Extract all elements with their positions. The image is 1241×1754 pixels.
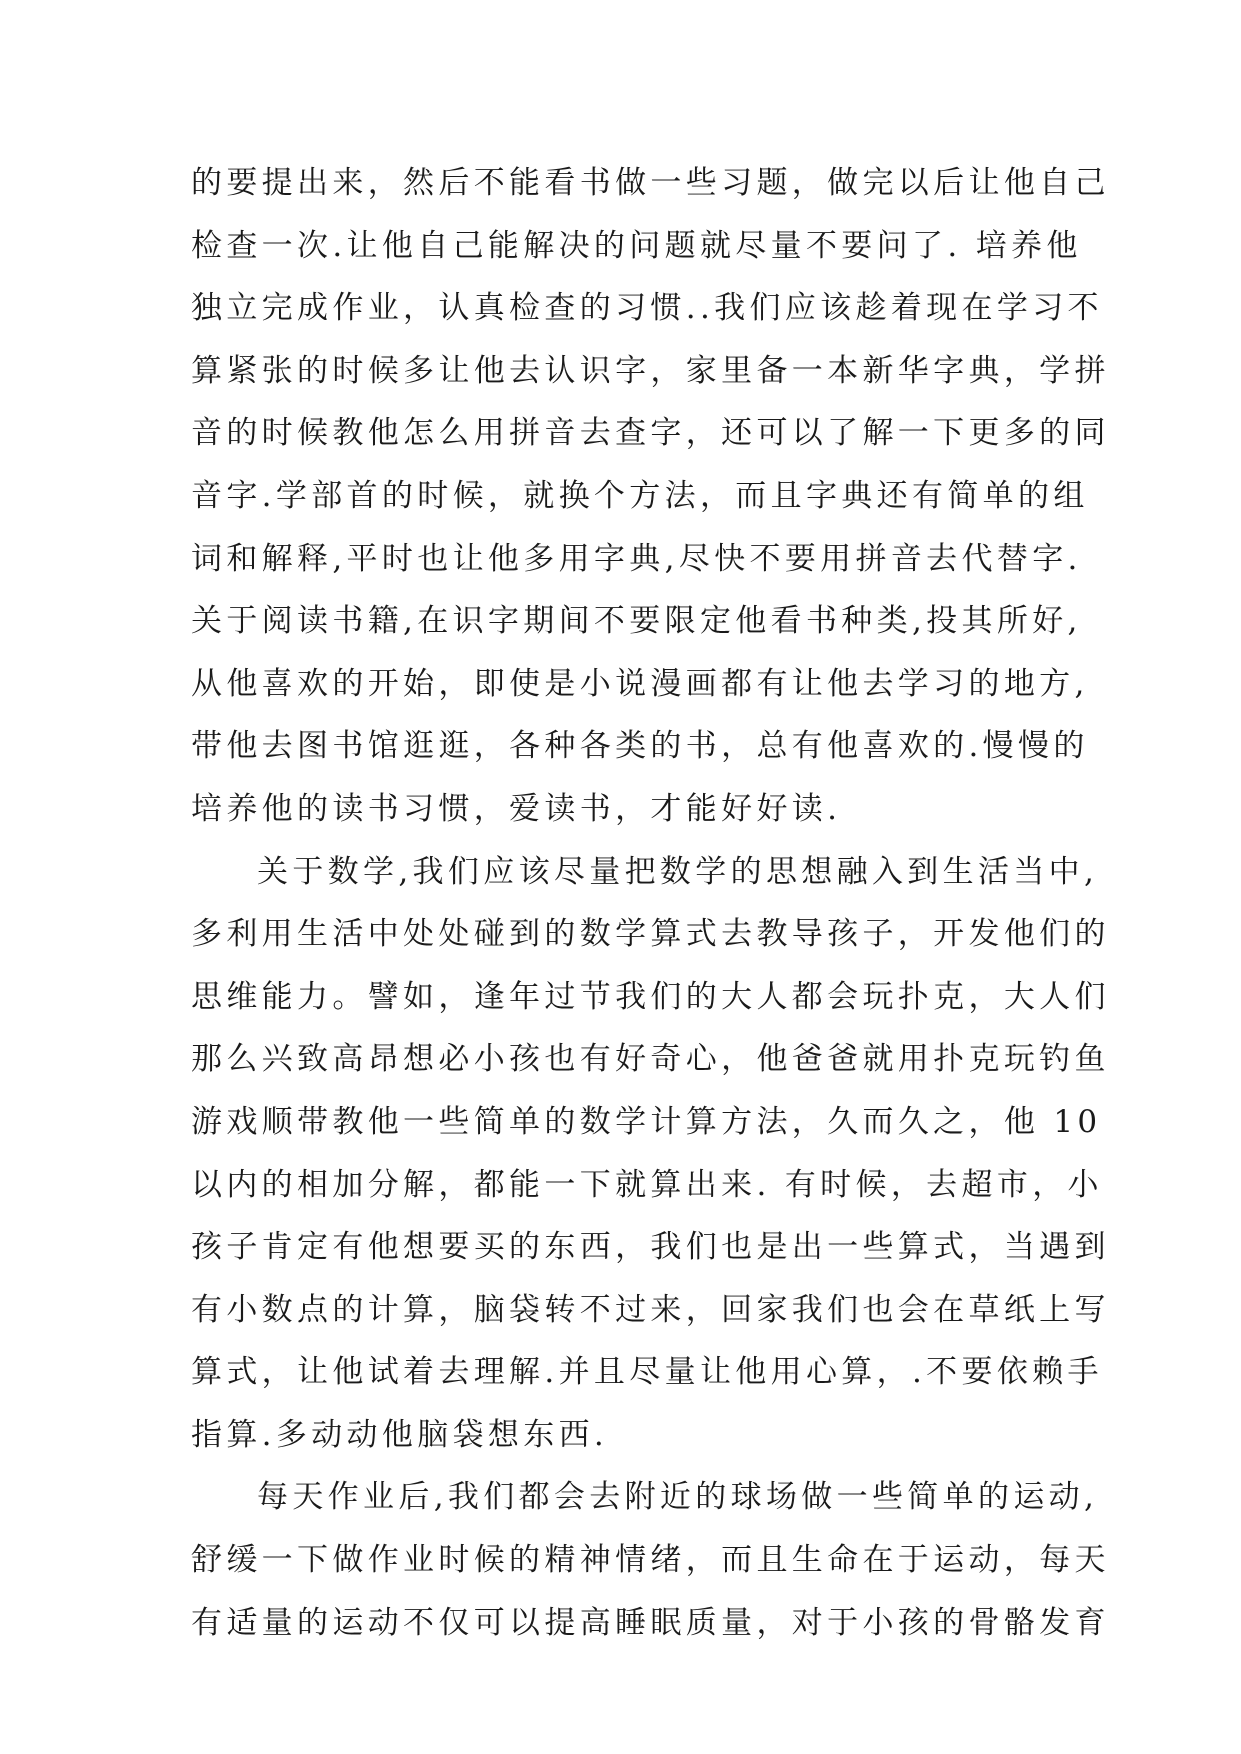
paragraph-first-line: 关于数学,我们应该尽量把数学的思想融入到生活当中,: [257, 853, 1099, 890]
text-line: 音字.学部首的时候，就换个方法，而且字典还有简单的组: [191, 477, 1089, 514]
text-line: 带他去图书馆逛逛，各种各类的书，总有他喜欢的.慢慢的: [191, 728, 1089, 765]
text-line: 音的时候教他怎么用拼音去查字，还可以了解一下更多的同: [191, 415, 1110, 452]
text-line: 多利用生活中处处碰到的数学算式去教导孩子，开发他们的: [191, 916, 1110, 953]
text-line: 的要提出来，然后不能看书做一些习题，做完以后让他自己: [191, 165, 1110, 201]
text-line: 孩子肯定有他想要买的东西，我们也是出一些算式，当遇到: [191, 1229, 1110, 1266]
text-line: 以内的相加分解，都能一下就算出来. 有时候，去超市，小: [191, 1166, 1103, 1203]
paragraph-first-line: 每天作业后,我们都会去附近的球场做一些简单的运动,: [257, 1479, 1099, 1516]
text-line: 指算.多动动他脑袋想东西.: [191, 1416, 609, 1453]
text-line: 游戏顺带教他一些简单的数学计算方法，久而久之，他 10: [191, 1103, 1102, 1140]
text-line: 词和解释,平时也让他多用字典,尽快不要用拼音去代替字.: [191, 540, 1082, 577]
text-line: 独立完成作业，认真检查的习惯..我们应该趁着现在学习不: [191, 290, 1103, 327]
text-line: 那么兴致高昂想必小孩也有好奇心，他爸爸就用扑克玩钓鱼: [191, 1041, 1110, 1078]
text-line: 从他喜欢的开始，即使是小说漫画都有让他去学习的地方,: [191, 665, 1089, 702]
text-line: 舒缓一下做作业时候的精神情绪，而且生命在于运动，每天: [191, 1542, 1110, 1579]
text-line: 培养他的读书习惯，爱读书，才能好好读.: [191, 790, 842, 827]
text-line: 有小数点的计算，脑袋转不过来，回家我们也会在草纸上写: [191, 1291, 1110, 1328]
text-line: 算式，让他试着去理解.并且尽量让他用心算，.不要依赖手: [191, 1354, 1103, 1391]
text-line: 有适量的运动不仅可以提高睡眠质量，对于小孩的骨骼发育: [191, 1604, 1110, 1641]
text-line: 检查一次.让他自己能解决的问题就尽量不要问了. 培养他: [191, 227, 1082, 264]
text-line: 算紧张的时候多让他去认识字，家里备一本新华字典，学拼: [191, 352, 1110, 389]
text-line: 思维能力。譬如，逢年过节我们的大人都会玩扑克，大人们: [191, 978, 1110, 1015]
text-line: 关于阅读书籍,在识字期间不要限定他看书种类,投其所好,: [191, 603, 1082, 640]
body-text: [191, 152, 1110, 1654]
